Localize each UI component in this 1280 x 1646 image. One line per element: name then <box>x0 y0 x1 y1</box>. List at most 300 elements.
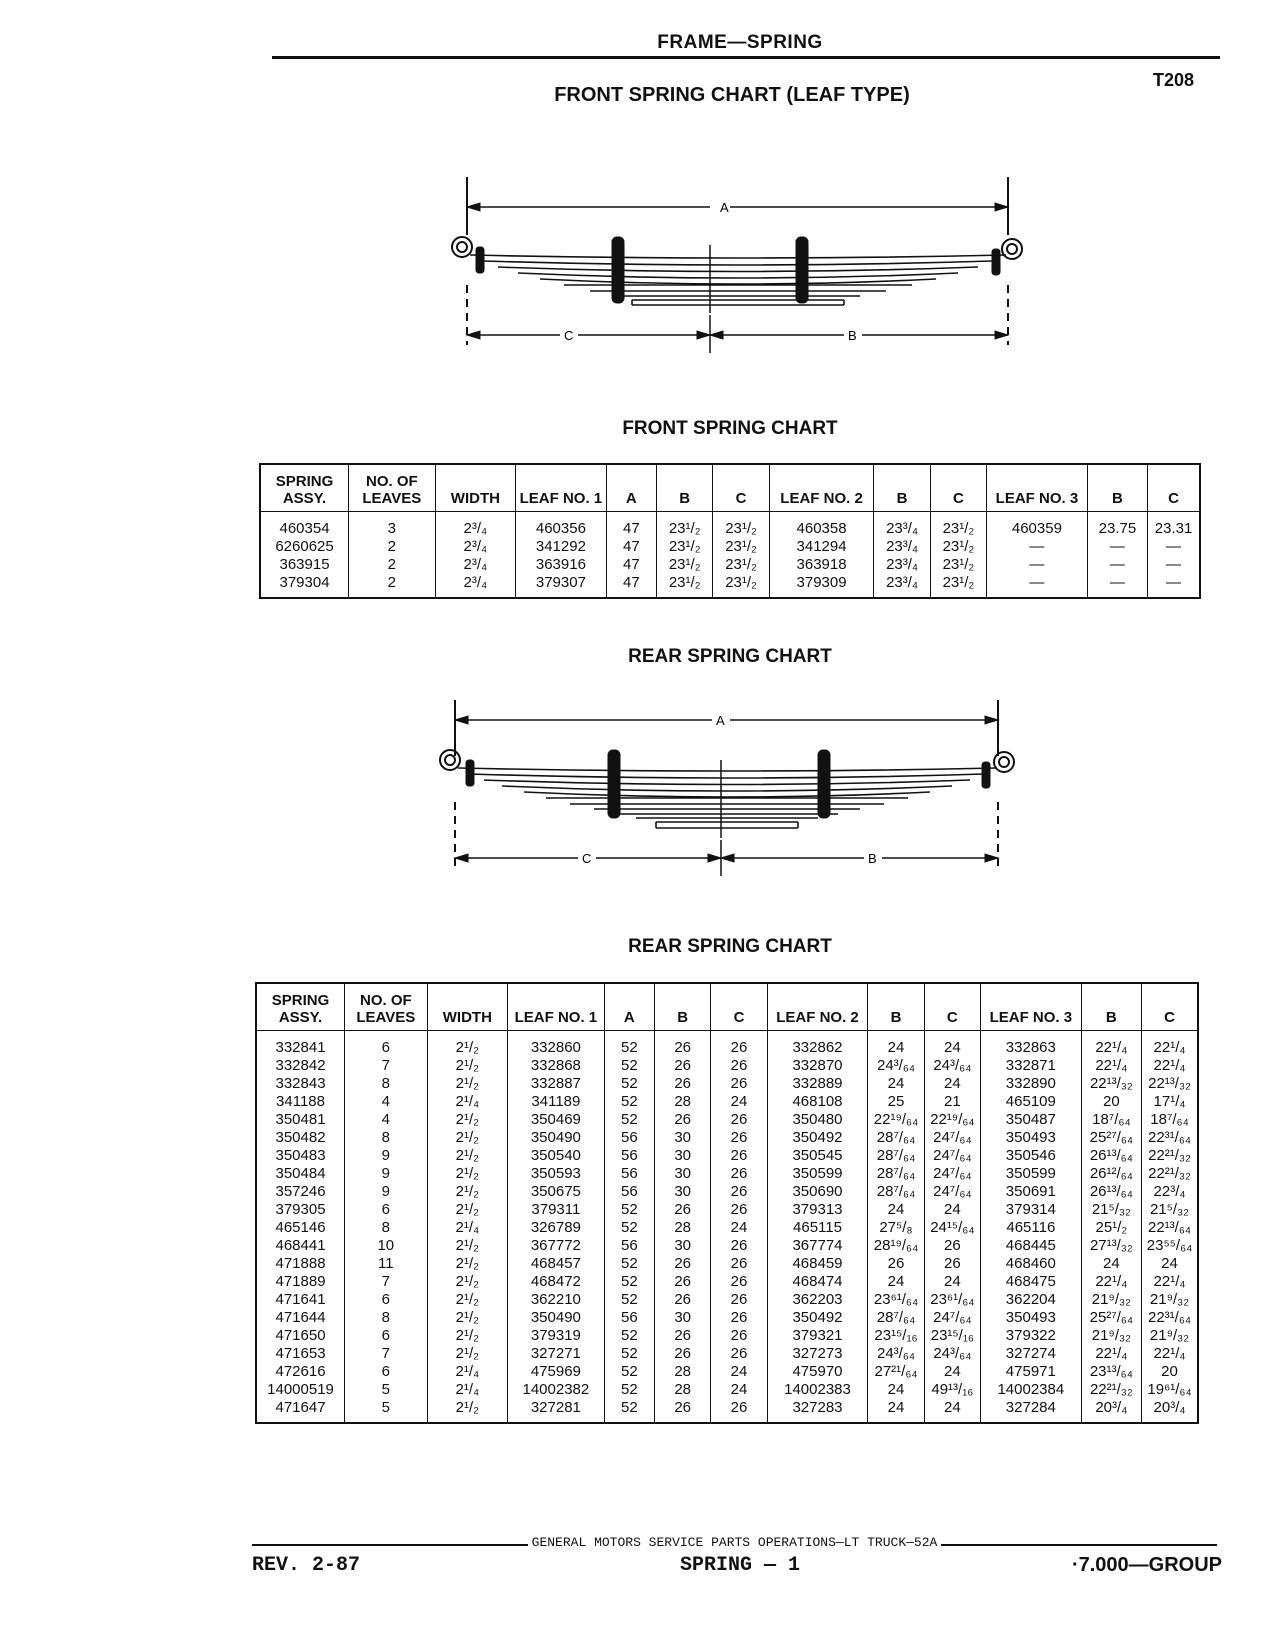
rear-col-header: LEAF NO. 3 <box>981 983 1082 1031</box>
table-cell: 56 <box>604 1147 654 1165</box>
table-cell: 2¹/₄ <box>427 1363 508 1381</box>
table-cell: 465146 <box>256 1219 345 1237</box>
table-cell: 23¹⁵/₁₆ <box>868 1327 924 1345</box>
front-col-header: C <box>713 464 769 512</box>
table-cell: 23¹³/₆₄ <box>1081 1363 1141 1381</box>
table-cell: 22³¹/₆₄ <box>1142 1129 1198 1147</box>
table-cell: 27²¹/₆₄ <box>868 1363 924 1381</box>
section-header: FRAME—SPRING <box>657 32 823 53</box>
table-cell: 9 <box>345 1165 428 1183</box>
table-cell: 23⁵⁵/₆₄ <box>1142 1237 1198 1255</box>
table-cell: 21⁹/₃₂ <box>1081 1327 1141 1345</box>
table-cell: 468460 <box>981 1255 1082 1273</box>
table-cell: 332868 <box>508 1057 605 1075</box>
table-row <box>256 1165 1198 1183</box>
table-cell: 5 <box>345 1381 428 1399</box>
table-cell: 332860 <box>508 1031 605 1058</box>
table-cell: 23¹⁵/₁₆ <box>924 1327 980 1345</box>
rear-leaf-spring <box>440 700 1014 876</box>
table-cell: 23³/₄ <box>874 538 930 556</box>
table-cell: 22¹³/₆₄ <box>1142 1219 1198 1237</box>
table-row <box>256 1129 1198 1147</box>
rear-spring-table <box>255 982 1199 1424</box>
table-cell: 26 <box>711 1075 767 1093</box>
table-cell: 26 <box>655 1291 711 1309</box>
table-cell: 26¹²/₆₄ <box>1081 1165 1141 1183</box>
table-cell: 7 <box>345 1057 428 1075</box>
table-cell: 332842 <box>256 1057 345 1075</box>
rear-col-header: LEAF NO. 1 <box>508 983 605 1031</box>
table-cell: 24³/₆₄ <box>924 1345 980 1363</box>
table-cell: 2¹/₂ <box>427 1237 508 1255</box>
table-cell: 23¹/₂ <box>657 538 713 556</box>
table-cell: 26 <box>655 1201 711 1219</box>
table-cell: 350691 <box>981 1183 1082 1201</box>
table-cell: 468475 <box>981 1273 1082 1291</box>
rear-col-header: WIDTH <box>427 983 508 1031</box>
rear-dimension-b-label: B <box>868 851 877 866</box>
table-cell: 3 <box>349 512 436 539</box>
table-cell: 4 <box>345 1111 428 1129</box>
table-cell: 23¹/₂ <box>930 556 986 574</box>
table-cell: 28⁷/₆₄ <box>868 1129 924 1147</box>
table-cell: 350593 <box>508 1165 605 1183</box>
table-cell: 2¹/₂ <box>427 1075 508 1093</box>
table-cell: — <box>1148 574 1200 598</box>
table-cell: 350599 <box>981 1165 1082 1183</box>
table-cell: 25²⁷/₆₄ <box>1081 1129 1141 1147</box>
table-cell: 52 <box>604 1111 654 1129</box>
rear-table-body <box>256 1031 1198 1424</box>
table-cell: 465109 <box>981 1093 1082 1111</box>
table-cell: 468108 <box>767 1093 868 1111</box>
table-cell: 26 <box>711 1201 767 1219</box>
table-cell: 52 <box>604 1327 654 1345</box>
table-cell: 22²¹/₃₂ <box>1081 1381 1141 1399</box>
table-cell: — <box>1087 556 1147 574</box>
table-cell: 9 <box>345 1147 428 1165</box>
table-cell: 23¹/₂ <box>713 574 769 598</box>
table-cell: 20 <box>1081 1093 1141 1111</box>
table-row <box>256 1219 1198 1237</box>
main-title: FRONT SPRING CHART (LEAF TYPE) <box>554 84 910 106</box>
table-cell: 362203 <box>767 1291 868 1309</box>
table-cell: 18⁷/₆₄ <box>1081 1111 1141 1129</box>
table-cell: 350482 <box>256 1129 345 1147</box>
table-cell: 22¹/₄ <box>1081 1057 1141 1075</box>
table-row <box>256 1273 1198 1291</box>
table-cell: 22²¹/₃₂ <box>1142 1165 1198 1183</box>
front-spring-table <box>259 463 1201 599</box>
table-cell: 22¹/₄ <box>1081 1345 1141 1363</box>
table-cell: 22¹/₄ <box>1081 1273 1141 1291</box>
table-cell: 2¹/₂ <box>427 1165 508 1183</box>
footer-section-label: SPRING — 1 <box>679 1554 801 1577</box>
table-row <box>256 1363 1198 1381</box>
table-cell: 2³/₄ <box>435 556 516 574</box>
table-cell: 8 <box>345 1129 428 1147</box>
table-cell: 9 <box>345 1183 428 1201</box>
table-cell: 2¹/₂ <box>427 1031 508 1058</box>
table-cell: 350487 <box>981 1111 1082 1129</box>
table-cell: 379304 <box>260 574 349 598</box>
table-cell: 22¹⁹/₆₄ <box>868 1111 924 1129</box>
table-cell: 10 <box>345 1237 428 1255</box>
table-cell: 28 <box>655 1093 711 1111</box>
table-row <box>256 1031 1198 1058</box>
table-cell: 28 <box>655 1219 711 1237</box>
table-row <box>256 1111 1198 1129</box>
table-cell: 332862 <box>767 1031 868 1058</box>
table-cell: 23¹/₂ <box>713 556 769 574</box>
table-cell: 2¹/₂ <box>427 1399 508 1423</box>
rear-col-header: C <box>924 983 980 1031</box>
table-cell: 26 <box>711 1183 767 1201</box>
table-cell: 332889 <box>767 1075 868 1093</box>
table-cell: 471644 <box>256 1309 345 1327</box>
front-col-header: C <box>930 464 986 512</box>
table-cell: 2¹/₂ <box>427 1183 508 1201</box>
table-cell: 20³/₄ <box>1081 1399 1141 1423</box>
table-cell: 6 <box>345 1327 428 1345</box>
front-col-header: LEAF NO. 1 <box>516 464 607 512</box>
table-row <box>260 556 1200 574</box>
table-cell: 24⁷/₆₄ <box>924 1129 980 1147</box>
table-cell: 24 <box>868 1031 924 1058</box>
table-cell: 7 <box>345 1345 428 1363</box>
table-cell: 24 <box>868 1273 924 1291</box>
table-cell: 332870 <box>767 1057 868 1075</box>
table-cell: 24³/₆₄ <box>868 1345 924 1363</box>
table-cell: 2¹/₂ <box>427 1201 508 1219</box>
table-cell: 2³/₄ <box>435 574 516 598</box>
table-row <box>256 1291 1198 1309</box>
table-cell: 26¹³/₆₄ <box>1081 1183 1141 1201</box>
table-cell: — <box>987 538 1088 556</box>
table-cell: 49¹³/₁₆ <box>924 1381 980 1399</box>
front-col-header: SPRING ASSY. <box>260 464 349 512</box>
table-cell: 24 <box>711 1363 767 1381</box>
rear-col-header: B <box>1081 983 1141 1031</box>
table-cell: 26 <box>655 1273 711 1291</box>
table-cell: 362210 <box>508 1291 605 1309</box>
front-col-header: LEAF NO. 3 <box>987 464 1088 512</box>
table-cell: 363918 <box>769 556 874 574</box>
table-row <box>256 1147 1198 1165</box>
table-cell: 350480 <box>767 1111 868 1129</box>
table-cell: 460359 <box>987 512 1088 539</box>
table-cell: 2³/₄ <box>435 512 516 539</box>
table-cell: 52 <box>604 1399 654 1423</box>
table-cell: 23¹/₂ <box>930 574 986 598</box>
table-cell: 23¹/₂ <box>930 538 986 556</box>
table-cell: 24⁷/₆₄ <box>924 1183 980 1201</box>
table-cell: 26 <box>711 1237 767 1255</box>
table-cell: 52 <box>604 1381 654 1399</box>
table-cell: 25 <box>868 1093 924 1111</box>
table-cell: 56 <box>604 1309 654 1327</box>
table-cell: 350481 <box>256 1111 345 1129</box>
table-cell: 24 <box>924 1031 980 1058</box>
table-cell: 56 <box>604 1237 654 1255</box>
table-cell: 327273 <box>767 1345 868 1363</box>
table-cell: 350675 <box>508 1183 605 1201</box>
table-cell: 23.31 <box>1148 512 1200 539</box>
rear-spring-diagram <box>430 698 1020 888</box>
table-cell: 350484 <box>256 1165 345 1183</box>
table-cell: 2¹/₂ <box>427 1255 508 1273</box>
table-cell: 22¹/₄ <box>1142 1057 1198 1075</box>
table-cell: 30 <box>655 1183 711 1201</box>
table-cell: 6 <box>345 1363 428 1381</box>
table-cell: 6260625 <box>260 538 349 556</box>
table-cell: 26 <box>711 1273 767 1291</box>
table-cell: 26 <box>711 1327 767 1345</box>
table-cell: 28¹⁹/₆₄ <box>868 1237 924 1255</box>
table-cell: 379321 <box>767 1327 868 1345</box>
table-cell: 28⁷/₆₄ <box>868 1165 924 1183</box>
table-cell: 379309 <box>769 574 874 598</box>
front-col-header: B <box>1087 464 1147 512</box>
table-cell: 14000519 <box>256 1381 345 1399</box>
table-cell: 26¹³/₆₄ <box>1081 1147 1141 1165</box>
table-cell: 327274 <box>981 1345 1082 1363</box>
table-cell: 23³/₄ <box>874 574 930 598</box>
table-cell: 25¹/₂ <box>1081 1219 1141 1237</box>
table-cell: 379307 <box>516 574 607 598</box>
footer-publisher <box>252 1535 1217 1550</box>
table-cell: 341294 <box>769 538 874 556</box>
table-cell: 52 <box>604 1291 654 1309</box>
table-cell: 2¹/₄ <box>427 1219 508 1237</box>
table-cell: 472616 <box>256 1363 345 1381</box>
table-cell: 47 <box>606 574 656 598</box>
table-cell: 471641 <box>256 1291 345 1309</box>
table-cell: 26 <box>924 1255 980 1273</box>
table-cell: 52 <box>604 1201 654 1219</box>
table-cell: 17¹/₄ <box>1142 1093 1198 1111</box>
table-cell: 2¹/₄ <box>427 1093 508 1111</box>
table-cell: 6 <box>345 1291 428 1309</box>
table-cell: 24³/₆₄ <box>924 1057 980 1075</box>
table-cell: 350546 <box>981 1147 1082 1165</box>
table-cell: 2 <box>349 574 436 598</box>
front-col-header: A <box>606 464 656 512</box>
table-cell: 24 <box>711 1093 767 1111</box>
table-cell: 21⁹/₃₂ <box>1142 1291 1198 1309</box>
table-cell: 468459 <box>767 1255 868 1273</box>
table-row <box>256 1327 1198 1345</box>
table-cell: 24 <box>1081 1255 1141 1273</box>
table-cell: 24 <box>1142 1255 1198 1273</box>
table-cell: 22¹/₄ <box>1142 1345 1198 1363</box>
table-cell: 26 <box>868 1255 924 1273</box>
rear-col-header: SPRING ASSY. <box>256 983 345 1031</box>
table-cell: 332841 <box>256 1031 345 1058</box>
table-cell: 350540 <box>508 1147 605 1165</box>
table-cell: 24 <box>924 1399 980 1423</box>
table-cell: 367772 <box>508 1237 605 1255</box>
table-cell: 28⁷/₆₄ <box>868 1309 924 1327</box>
table-cell: 47 <box>606 538 656 556</box>
table-cell: 26 <box>655 1075 711 1093</box>
table-cell: 52 <box>604 1363 654 1381</box>
table-cell: 465116 <box>981 1219 1082 1237</box>
table-cell: 26 <box>711 1345 767 1363</box>
table-cell: 26 <box>711 1309 767 1327</box>
table-cell: 30 <box>655 1129 711 1147</box>
front-col-header: B <box>874 464 930 512</box>
table-cell: 26 <box>655 1111 711 1129</box>
front-leaf-spring <box>452 177 1022 353</box>
table-cell: 20³/₄ <box>1142 1399 1198 1423</box>
rear-col-header: C <box>711 983 767 1031</box>
table-cell: 332843 <box>256 1075 345 1093</box>
table-cell: 20 <box>1142 1363 1198 1381</box>
table-cell: 468441 <box>256 1237 345 1255</box>
table-cell: 22¹/₄ <box>1081 1031 1141 1058</box>
table-cell: 52 <box>604 1031 654 1058</box>
table-cell: 363916 <box>516 556 607 574</box>
table-cell: — <box>1087 538 1147 556</box>
table-cell: 7 <box>345 1273 428 1291</box>
table-cell: 26 <box>711 1147 767 1165</box>
table-cell: 47 <box>606 512 656 539</box>
table-cell: 23⁶¹/₆₄ <box>924 1291 980 1309</box>
table-row <box>256 1057 1198 1075</box>
table-row <box>256 1255 1198 1273</box>
table-cell: 471650 <box>256 1327 345 1345</box>
table-cell: 28⁷/₆₄ <box>868 1183 924 1201</box>
table-cell: 341188 <box>256 1093 345 1111</box>
front-col-header: C <box>1148 464 1200 512</box>
table-cell: 52 <box>604 1345 654 1363</box>
table-cell: 26 <box>711 1291 767 1309</box>
table-row <box>256 1345 1198 1363</box>
table-cell: 56 <box>604 1165 654 1183</box>
table-row <box>256 1381 1198 1399</box>
table-cell: 332890 <box>981 1075 1082 1093</box>
table-cell: 24 <box>924 1273 980 1291</box>
table-cell: 52 <box>604 1219 654 1237</box>
table-cell: 24 <box>868 1201 924 1219</box>
table-cell: 379314 <box>981 1201 1082 1219</box>
rear-chart-title: REAR SPRING CHART <box>628 936 832 957</box>
table-cell: 350690 <box>767 1183 868 1201</box>
table-cell: 14002384 <box>981 1381 1082 1399</box>
table-cell: 6 <box>345 1201 428 1219</box>
table-cell: 357246 <box>256 1183 345 1201</box>
front-col-header: B <box>657 464 713 512</box>
table-cell: — <box>1087 574 1147 598</box>
table-cell: 2¹/₂ <box>427 1273 508 1291</box>
table-cell: 26 <box>655 1399 711 1423</box>
table-cell: 8 <box>345 1075 428 1093</box>
dimension-b-label: B <box>848 328 857 343</box>
table-cell: 22³/₄ <box>1142 1183 1198 1201</box>
table-cell: 28 <box>655 1381 711 1399</box>
table-cell: — <box>987 556 1088 574</box>
table-cell: 23¹/₂ <box>713 512 769 539</box>
table-cell: 5 <box>345 1399 428 1423</box>
rear-section-title: REAR SPRING CHART <box>628 646 832 667</box>
table-cell: 8 <box>345 1309 428 1327</box>
front-spring-diagram <box>440 175 1030 365</box>
table-cell: — <box>1148 556 1200 574</box>
table-cell: 350492 <box>767 1309 868 1327</box>
table-cell: 24 <box>711 1381 767 1399</box>
table-cell: 24 <box>868 1381 924 1399</box>
table-cell: 332887 <box>508 1075 605 1093</box>
table-cell: 471888 <box>256 1255 345 1273</box>
table-cell: 379313 <box>767 1201 868 1219</box>
table-cell: 26 <box>924 1237 980 1255</box>
table-cell: 22¹/₄ <box>1142 1273 1198 1291</box>
table-cell: 379322 <box>981 1327 1082 1345</box>
table-cell: 350493 <box>981 1129 1082 1147</box>
table-cell: 52 <box>604 1057 654 1075</box>
table-cell: 350545 <box>767 1147 868 1165</box>
table-cell: 2¹/₂ <box>427 1309 508 1327</box>
table-row <box>260 512 1200 539</box>
front-table-body <box>260 512 1200 599</box>
table-cell: 24 <box>924 1363 980 1381</box>
table-row <box>256 1093 1198 1111</box>
rear-col-header: B <box>868 983 924 1031</box>
table-cell: 475969 <box>508 1363 605 1381</box>
front-col-header: LEAF NO. 2 <box>769 464 874 512</box>
table-cell: 52 <box>604 1075 654 1093</box>
table-cell: 22¹³/₃₂ <box>1142 1075 1198 1093</box>
table-cell: 332863 <box>981 1031 1082 1058</box>
table-cell: 468474 <box>767 1273 868 1291</box>
table-cell: 26 <box>655 1345 711 1363</box>
table-cell: 471889 <box>256 1273 345 1291</box>
table-cell: 52 <box>604 1255 654 1273</box>
table-cell: 6 <box>345 1031 428 1058</box>
table-cell: 471647 <box>256 1399 345 1423</box>
front-col-header: WIDTH <box>435 464 516 512</box>
table-cell: 379311 <box>508 1201 605 1219</box>
table-cell: 21⁵/₃₂ <box>1081 1201 1141 1219</box>
table-cell: 350493 <box>981 1309 1082 1327</box>
table-cell: 27¹³/₃₂ <box>1081 1237 1141 1255</box>
table-cell: 2¹/₂ <box>427 1111 508 1129</box>
table-cell: 379305 <box>256 1201 345 1219</box>
table-cell: 26 <box>711 1399 767 1423</box>
table-cell: 327284 <box>981 1399 1082 1423</box>
table-cell: 2 <box>349 538 436 556</box>
table-cell: 327271 <box>508 1345 605 1363</box>
rear-dimension-a-label: A <box>716 713 725 728</box>
table-cell: 468457 <box>508 1255 605 1273</box>
rear-col-header: NO. OF LEAVES <box>345 983 428 1031</box>
table-cell: 327283 <box>767 1399 868 1423</box>
table-cell: 18⁷/₆₄ <box>1142 1111 1198 1129</box>
header-rule <box>272 56 1220 59</box>
table-cell: 23¹/₂ <box>713 538 769 556</box>
revision-label: REV. 2-87 <box>252 1554 361 1577</box>
table-cell: 350483 <box>256 1147 345 1165</box>
table-row <box>256 1309 1198 1327</box>
table-cell: 367774 <box>767 1237 868 1255</box>
group-number: ·7.000—GROUP <box>1071 1554 1222 1576</box>
rear-col-header: B <box>655 983 711 1031</box>
table-cell: 350599 <box>767 1165 868 1183</box>
table-cell: 30 <box>655 1309 711 1327</box>
table-cell: 2 <box>349 556 436 574</box>
table-cell: 23¹/₂ <box>657 574 713 598</box>
